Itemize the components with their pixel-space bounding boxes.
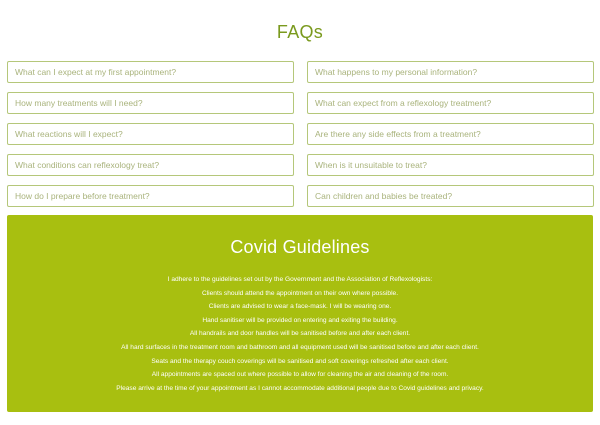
faq-list xyxy=(7,61,594,207)
faq-item-what-to-expect[interactable]: What can expect from a reflexology treatment? xyxy=(307,92,594,114)
covid-guidelines-panel xyxy=(7,215,593,412)
faq-item-reactions[interactable]: What reactions will I expect? xyxy=(7,123,294,145)
faq-heading: FAQs xyxy=(276,22,324,42)
covid-guidelines-heading: Covid Guidelines xyxy=(230,237,370,257)
covid-line: Please arrive at the time of your appointment as I cannot accommodate additional people due to Covid guidelines and privacy. xyxy=(116,384,484,392)
covid-line: Clients are advised to wear a face-mask. I will be wearing one. xyxy=(208,303,392,311)
covid-guidelines-text xyxy=(7,273,593,395)
covid-line: Clients should attend the appointment on their own where possible. xyxy=(201,289,399,297)
covid-line: I adhere to the guidelines set out by the Government and the Association of Reflexologists: xyxy=(167,276,433,283)
faq-item-prepare[interactable]: How do I prepare before treatment? xyxy=(7,185,294,207)
faq-item-how-many-treatments[interactable]: How many treatments will I need? xyxy=(7,92,294,114)
covid-line: All handrails and door handles will be sanitised before and after each client. xyxy=(189,330,411,338)
faq-item-conditions[interactable]: What conditions can reflexology treat? xyxy=(7,154,294,176)
faq-item-side-effects[interactable]: Are there any side effects from a treatment? xyxy=(307,123,594,145)
faq-item-unsuitable[interactable]: When is it unsuitable to treat? xyxy=(307,154,594,176)
faq-item-first-appointment[interactable]: What can I expect at my first appointment? xyxy=(7,61,294,83)
covid-line: Hand sanitiser will be provided on entering and exiting the building. xyxy=(202,316,398,324)
covid-line: Seats and the therapy couch coverings will be sanitised and soft coverings refreshed after each client. xyxy=(151,357,449,365)
faq-item-personal-information[interactable]: What happens to my personal information? xyxy=(307,61,594,83)
covid-line: All appointments are spaced out where possible to allow for cleaning the air and cleaning of the room. xyxy=(151,371,449,379)
covid-line: All hard surfaces in the treatment room and bathroom and all equipment used will be sanitised before and after each client. xyxy=(121,343,479,351)
faq-item-children-babies[interactable]: Can children and babies be treated? xyxy=(307,185,594,207)
